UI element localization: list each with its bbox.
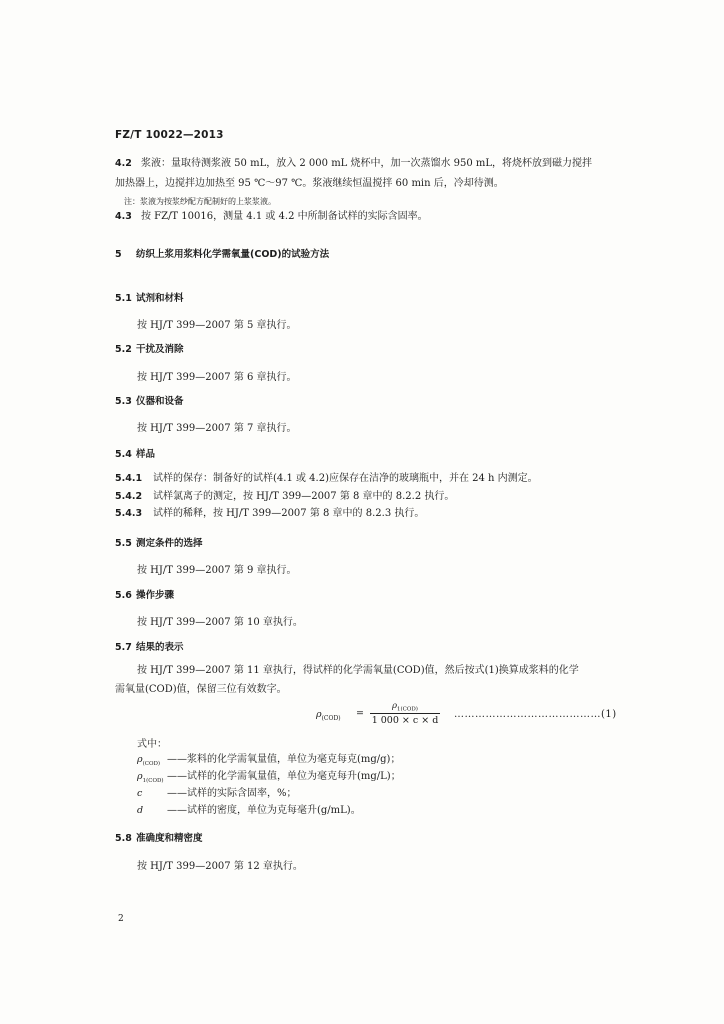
section-5-2-number: 5.2 [115,344,132,355]
where-row-1-symbol-char: ρ [137,754,143,765]
where-row-4-desc: ——试样的密度，单位为克每毫升(g/mL)。 [167,805,361,816]
section-5-6-number: 5.6 [115,590,132,601]
section-5-6-title: 操作步骤 [136,590,175,601]
formula-denominator: 1 000 × c × d [371,715,439,726]
clause-5-4-3-text: 试样的稀释，按 HJ/T 399—2007 第 8 章中的 8.2.3 执行。 [153,508,425,519]
clause-4-2-number: 4.2 [115,158,132,169]
section-5-6-heading [115,587,174,601]
clause-5-4-1-number: 5.4.1 [115,473,143,484]
section-5-5-title: 测定条件的选择 [136,538,203,549]
where-row-2 [137,770,401,788]
where-row-1-desc: ——浆料的化学需氧量值，单位为毫克每克(mg/g)； [167,754,401,765]
clause-5-4-3-number: 5.4.3 [115,508,143,519]
where-row-4-symbol [137,804,167,818]
section-5-1-body: 按 HJ/T 399—2007 第 5 章执行。 [137,320,297,331]
section-5-7-number: 5.7 [115,642,132,653]
section-5-8-heading [115,830,203,844]
section-5-heading [115,246,329,260]
formula-1 [316,701,439,728]
where-label: 式中： [137,739,167,750]
clause-5-4-2-text: 试样氯离子的测定，按 HJ/T 399—2007 第 8 章中的 8.2.2 执行。 [153,491,455,502]
clause-4-3 [115,210,428,224]
section-5-4-number: 5.4 [115,449,132,460]
fraction-bar [370,713,440,714]
section-5-title: 纺织上浆用浆料化学需氧量(COD)的试验方法 [136,249,330,260]
clause-4-3-number: 4.3 [115,211,132,222]
section-5-8-title: 准确度和精密度 [136,833,203,844]
section-5-7-line2: 需氧量(COD)值，保留三位有效数字。 [115,684,287,695]
clause-4-2-line1 [115,157,592,171]
section-5-2-heading [115,341,184,355]
standard-number: FZ/T 10022—2013 [115,129,224,141]
where-row-1-subscript: (COD) [142,760,161,767]
section-5-8-number: 5.8 [115,833,132,844]
formula-numerator-subscript: 1(COD) [397,706,418,713]
formula-lhs [316,709,341,722]
section-5-8-body: 按 HJ/T 399—2007 第 12 章执行。 [137,861,303,872]
section-5-3-title: 仪器和设备 [136,396,184,407]
where-row-2-subscript: 1(COD) [142,777,164,784]
where-row-3-symbol-char: c [137,788,143,799]
where-row-4 [137,804,361,818]
where-row-4-symbol-char: d [137,805,144,816]
clause-5-4-2-number: 5.4.2 [115,491,143,502]
section-5-4-heading [115,446,155,460]
section-5-1-heading [115,290,184,304]
formula-lhs-symbol: ρ [316,709,322,720]
where-row-1-symbol [137,753,167,771]
where-row-3-symbol [137,787,167,801]
clause-4-3-text: 按 FZ/T 10016，测量 4.1 或 4.2 中所制备试样的实际含固率。 [141,211,428,222]
where-row-2-desc: ——试样的化学需氧量值，单位为毫克每升(mg/L)； [167,771,401,782]
where-row-2-symbol-char: ρ [137,771,143,782]
clause-5-4-2 [115,490,454,504]
section-5-1-number: 5.1 [115,293,132,304]
where-row-2-symbol [137,770,167,788]
section-5-2-body: 按 HJ/T 399—2007 第 6 章执行。 [137,372,297,383]
section-5-3-heading [115,393,184,407]
where-row-3-desc: ——试样的实际含固率，%； [167,788,297,799]
clause-4-2-text: 浆液：量取待测浆液 50 mL，放入 2 000 mL 烧杯中，加一次蒸馏水 950 mL，将烧杯放到磁力搅拌 [141,158,593,169]
section-5-6-body: 按 HJ/T 399—2007 第 10 章执行。 [137,617,303,628]
section-5-7-line1: 按 HJ/T 399—2007 第 11 章执行，得试样的化学需氧量(COD)值，然后按式(1)换算成浆料的化学 [137,665,579,676]
section-5-7-heading [115,639,184,653]
section-5-4-title: 样品 [136,449,156,460]
where-row-3 [137,787,297,801]
section-5-3-body: 按 HJ/T 399—2007 第 7 章执行。 [137,423,297,434]
section-5-5-number: 5.5 [115,538,132,549]
clause-5-4-3 [115,507,424,521]
clause-4-2-line2: 加热器上，边搅拌边加热至 95 ℃～97 ℃。浆液继续恒温搅拌 60 min 后，冷却待测。 [115,178,504,189]
where-row-1 [137,753,400,771]
clause-4-2-note: 注：浆液为按浆纱配方配制好的上浆浆液。 [124,197,276,206]
page-number: 2 [118,914,124,924]
section-5-5-heading [115,535,203,549]
formula-number-leader: ……………………………………(1) [454,709,617,720]
section-5-1-title: 试剂和材料 [136,293,184,304]
formula-equals: = [356,708,364,719]
section-5-2-title: 干扰及消除 [136,344,184,355]
section-5-5-body: 按 HJ/T 399—2007 第 9 章执行。 [137,565,297,576]
clause-5-4-1 [115,472,538,486]
section-5-3-number: 5.3 [115,396,132,407]
clause-5-4-1-text: 试样的保存：制备好的试样(4.1 或 4.2)应保存在洁净的玻璃瓶中，并在 24 h 内测定。 [153,473,538,484]
formula-numerator-symbol: ρ [392,701,398,711]
formula-numerator [373,701,437,713]
section-5-7-title: 结果的表示 [136,642,184,653]
section-5-number: 5 [115,249,122,260]
formula-lhs-subscript: (COD) [321,714,341,722]
